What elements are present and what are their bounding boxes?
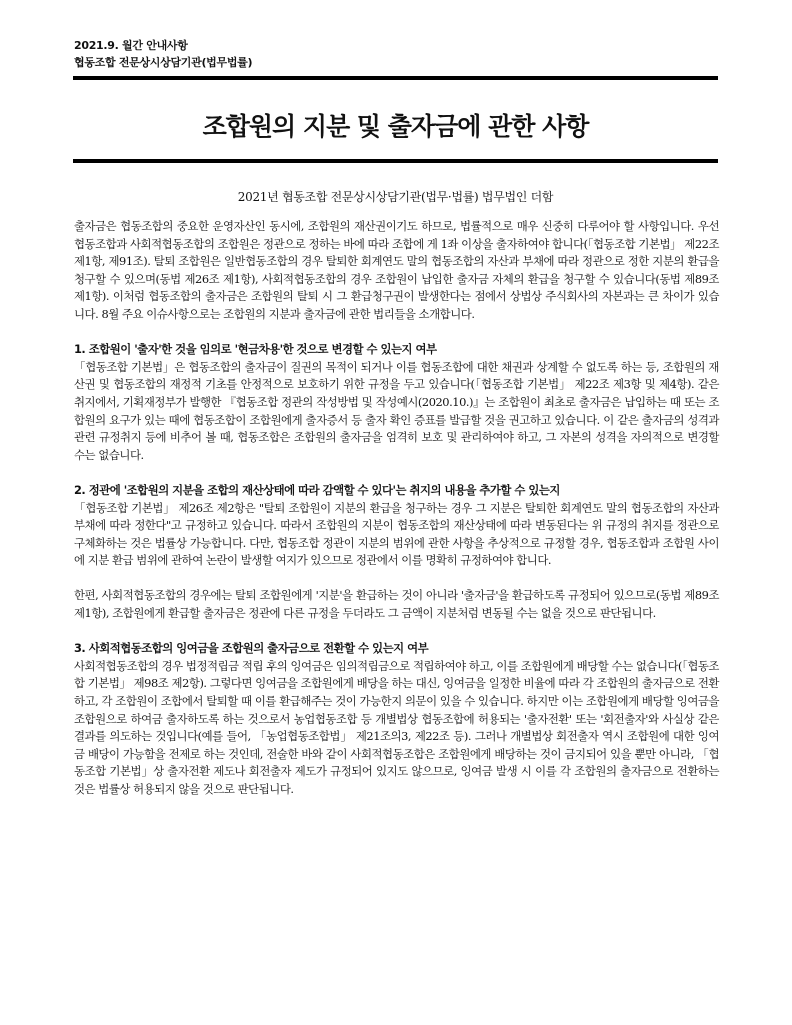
section-1-heading: 1. 조합원이 '출자'한 것을 임의로 '현금차용'한 것으로 변경할 수 있는지 여부 <box>74 342 437 357</box>
header-org-line: 협동조합 전문상시상담기관(법무법률) <box>74 56 253 69</box>
section-2-heading: 2. 정관에 '조합원의 지분을 조합의 재산상태에 따라 감액할 수 있다'는 취지의 내용을 추가할 수 있는지 <box>74 482 560 497</box>
section-3-paragraph: 사회적협동조합의 경우 법정적립금 적립 후의 잉여금은 임의적립금으로 적립하여야 하고, 이를 조합원에게 배당할 수는 없습니다(「협동조합 기본법」 제98조 제2항). 그렇다면 잉여금을 조합원에게 배당을 하는 대신, 잉여금을 일정한 비율에 따라 각 조합원의 출자금으로 전환하고, 각 조합원이 조합에서 탈퇴할 때 이를 환급해주는 것이 가능한지 의문이 있을 수 있습니다. 하지만 이는 조합원에게 배당할 잉여금을 조합원으로 하여금 출자하도록 하는 것으로서 농업협동조합 등 개별법상 협동조합에 허용되는 '출자전환' 또는 '회전출자'와 사실상 같은 결과를 의도하는 것입니다(예를 들어, 「농업협동조합법」 제21조의3, 제22조 등). 그러나 개별법상 회전출자 역시 조합원에 대한 잉여금 배당이 가능함을 전제로 하는 것인데, 전술한 바와 같이 사회적협동조합은 조합원에게 배당하는 것이 금지되어 있을 뿐만 아니라, 「협동조합 기본법」상 출자전환 제도나 회전출자 제도가 규정되어 있지도 않으므로, 잉여금 발생 시 이를 각 조합원의 출자금으로 전환하는 것은 법률상 허용되지 않을 것으로 판단됩니다. <box>74 658 719 796</box>
document-title: 조합원의 지분 및 출자금에 관한 사항 <box>202 112 589 141</box>
top-divider <box>73 76 718 80</box>
section-3-heading: 3. 사회적협동조합의 잉여금을 조합원의 출자금으로 전환할 수 있는지 여부 <box>74 641 429 656</box>
document-byline: 2021년 협동조합 전문상시상담기관(법무·법률) 법무법인 더함 <box>237 190 554 204</box>
section-2-paragraph-2: 한편, 사회적협동조합의 경우에는 탈퇴 조합원에게 '지분'을 환급하는 것이 아니라 '출자금'을 환급하도록 규정되어 있으므로(동법 제89조 제1항), 조합원에게 환급할 출자금은 정관에 다른 규정을 두더라도 그 금액이 지분처럼 변동될 수는 없을 것으로 판단됩니다. <box>74 588 719 621</box>
intro-paragraph: 출자금은 협동조합의 중요한 운영자산인 동시에, 조합원의 재산권이기도 하므로, 법률적으로 매우 신중히 다루어야 할 사항입니다. 우선 협동조합과 사회적협동조합의 조합원은 정관으로 정하는 바에 따라 조합에 게 1좌 이상을 출자하여야 합니다(「협동조합 기본법」 제22조 제1항, 제91조). 탈퇴 조합원은 일반협동조합의 경우 탈퇴한 회계연도 말의 협동조합의 자산과 부채에 따라 정관으로 정한 지분의 환급을 청구할 수 있으며(동법 제26조 제1항), 사회적협동조합의 경우 조합원이 납입한 출자금 자체의 환급을 청구할 수 있습니다(동법 제89조 제1항). 이처럼 협동조합의 출자금은 조합원의 탈퇴 시 그 환급청구권이 발생한다는 점에서 상법상 주식회사의 자본과는 큰 차이가 있습니다. 8월 주요 이슈사항으로는 조합원의 지분과 출자금에 관한 법리들을 소개합니다. <box>74 219 719 321</box>
section-1-paragraph: 「협동조합 기본법」은 협동조합의 출자금이 질권의 목적이 되거나 이를 협동조합에 대한 채권과 상계할 수 없도록 하는 등, 조합원의 재산권 및 협동조합의 재정적 기초를 안정적으로 보호하기 위한 규정을 두고 있습니다(「협동조합 기본법」 제22조 제3항 및 제4항). 같은 취지에서, 기획재정부가 발행한 『협동조합 정관의 작성방법 및 작성예시(2020.10.)』는 조합원이 최초로 출자금은 납입하는 때 또는 조합원의 요구가 있는 때에 협동조합이 조합원에게 출자증서 등 출자 확인 증표를 발급할 것을 권고하고 있습니다. 이 같은 출자금의 성격과 관련 규정취지 등에 비추어 볼 때, 협동조합은 조합원의 출자금을 엄격히 보호 및 관리하여야 하고, 그 자본의 성격을 자의적으로 변경할 수는 없습니다. <box>74 359 719 462</box>
title-divider <box>73 159 718 163</box>
header-date-line: 2021.9. 월간 안내사항 <box>74 39 188 52</box>
document-body <box>74 218 719 799</box>
section-2-paragraph-1: 「협동조합 기본법」 제26조 제2항은 "탈퇴 조합원이 지분의 환급을 청구하는 경우 그 지분은 탈퇴한 회계연도 말의 협동조합의 자산과 부채에 따라 정한다"고 규정하고 있습니다. 따라서 조합원의 지분이 협동조합의 재산상태에 따라 변동된다는 위 규정의 취지를 정관으로 구체화하는 것은 법률상 가능합니다. 다만, 협동조합 정관이 지분의 범위에 관한 사항을 추상적으로 규정할 경우, 협동조합과 조합원 사이에 지분 환급 범위에 관하여 논란이 발생할 여지가 있으므로 정관에서 이를 명확히 규정하여야 합니다. <box>74 500 719 568</box>
